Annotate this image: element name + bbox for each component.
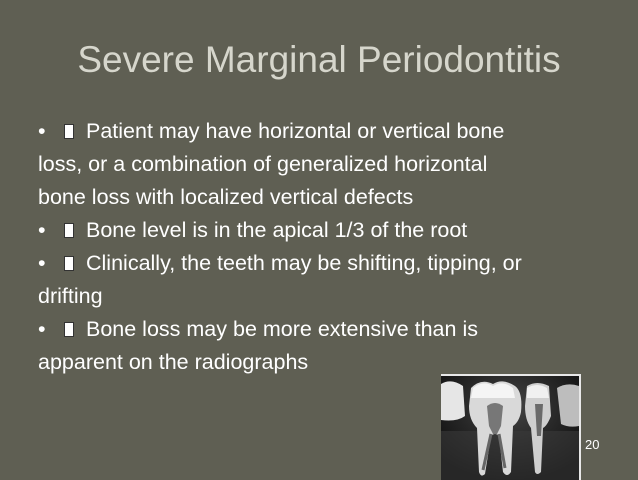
bullet-item xyxy=(38,115,598,148)
bullet-dot: • xyxy=(38,251,46,275)
bullet-continuation: apparent on the radiographs xyxy=(38,350,309,374)
bullet-list xyxy=(38,115,598,379)
bullet-item xyxy=(38,247,598,280)
bullet-dot: • xyxy=(38,218,46,242)
bullet-dot: • xyxy=(38,317,46,341)
bullet-text: Bone loss may be more extensive than is xyxy=(86,317,478,341)
bullet-continuation: drifting xyxy=(38,284,103,308)
bullet-square-icon xyxy=(64,322,74,337)
bullet-text: Bone level is in the apical 1/3 of the root xyxy=(86,218,468,242)
bullet-dot: • xyxy=(38,119,46,143)
dental-radiograph-image xyxy=(441,374,581,480)
bullet-square-icon xyxy=(64,256,74,271)
bullet-continuation: loss, or a combination of generalized horizontal xyxy=(38,152,488,176)
bullet-square-icon xyxy=(64,223,74,238)
bullet-item xyxy=(38,313,598,346)
bullet-item xyxy=(38,214,598,247)
bullet-text: Patient may have horizontal or vertical bone xyxy=(86,119,505,143)
slide-title: Severe Marginal Periodontitis xyxy=(77,39,561,80)
page-number: 20 xyxy=(585,437,600,452)
bullet-continuation: bone loss with localized vertical defects xyxy=(38,185,414,209)
bullet-text: Clinically, the teeth may be shifting, tipping, or xyxy=(86,251,522,275)
bullet-square-icon xyxy=(64,124,74,139)
